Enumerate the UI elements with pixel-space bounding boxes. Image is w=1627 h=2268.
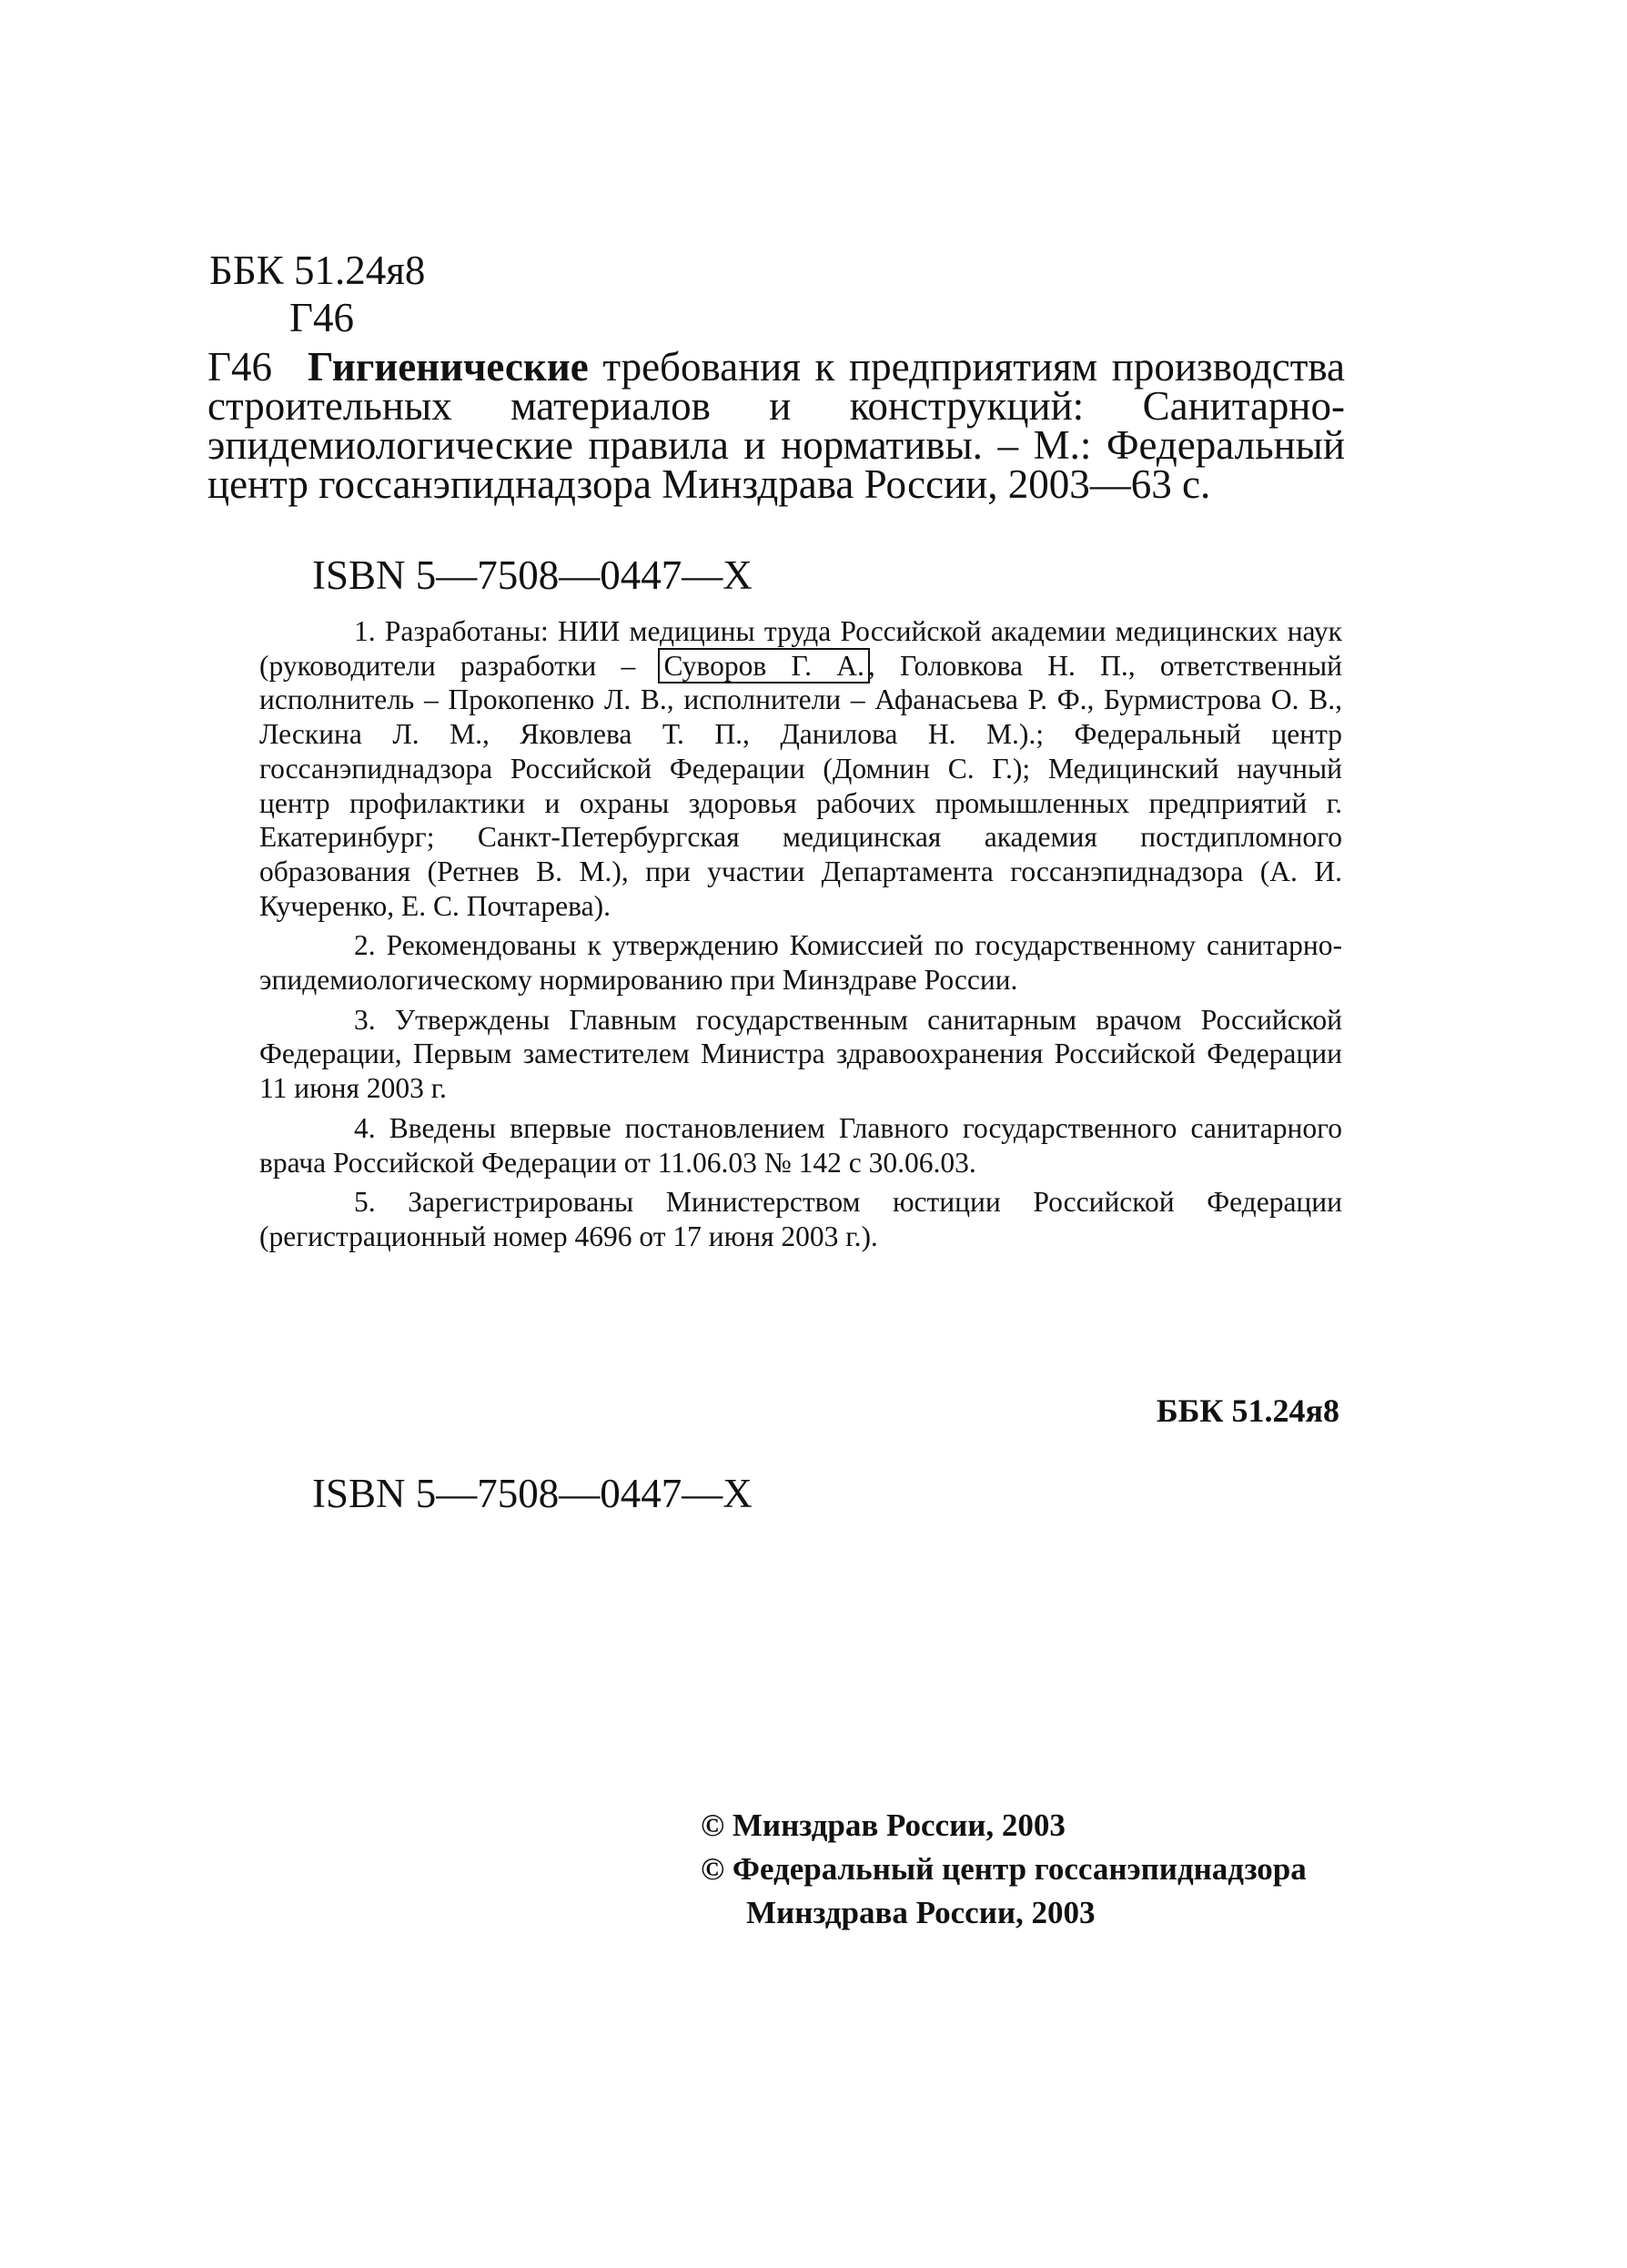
note-item-4: 4. Введены впервые постановлением Главного государственного санитарного врача Российской Федерации от 11.06.03 № 142 с 30.06.03. — [259, 1111, 1342, 1179]
publication-notes — [259, 614, 1342, 1260]
isbn-bottom: ISBN 5—7508—0447—X — [312, 1471, 753, 1516]
catalog-body — [207, 344, 1345, 507]
note-item-3: 3. Утверждены Главным государственным санитарным врачом Российской Федерации, Первым заместителем Министра здравоохранения Российской Федерации 11 июня 2003 г. — [259, 1003, 1342, 1105]
copyright-line-2: © Федеральный центр госсанэпиднадзора — [701, 1851, 1307, 1887]
copyright-block — [701, 1804, 1307, 1935]
bbk-classification: ББК 51.24я8 — [209, 248, 426, 293]
author-mark: Г46 — [289, 295, 355, 340]
note-item-5: 5. Зарегистрированы Министерством юстиции Российской Федерации (регистрационный номер 4696 от 17 июня 2003 г.). — [259, 1186, 1342, 1252]
note-1-boxed-name: Суворов Г. А. — [660, 650, 867, 682]
copyright-line-3: Минздрава России, 2003 — [746, 1895, 1096, 1930]
note-item-1 — [259, 614, 1342, 923]
note-item-2: 2. Рекомендованы к утверждению Комиссией по государственному санитарно-эпидемиологическому нормированию при Минздраве России. — [259, 929, 1342, 997]
isbn-top: ISBN 5—7508—0447—X — [312, 552, 753, 598]
catalog-mark: Г46 — [207, 344, 273, 390]
catalog-entry — [207, 344, 1345, 507]
catalog-text: требования к предприятиям производства строительных материалов и конструкций: Санитарно-эпидемиологические правила и нормативы. – М.: Федеральный центр госсанэпиднадзора Минздрава России, 2003—63 с. — [207, 344, 1345, 507]
catalog-lead-word: Гигиенические — [308, 344, 589, 390]
note-1-after: , Головкова Н. П., ответственный исполнитель – Прокопенко Л. В., исполнители – Афанасьева Р. Ф., Бурмистрова О. В., Лескина Л. М., Яковлева Т. П., Данилова Н. М.).; Федеральный центр госсанэпиднадзора Российской Федерации (Домнин С. Г.); Медицинский научный центр профилактики и охраны здоровья рабочих промышленных предприятий г. Екатеринбург; Санкт-Петербургская медицинская академия постдипломного образования (Ретнев В. М.), при участии Департамента госсанэпиднадзора (А. И. Кучеренко, Е. С. Почтарева). — [259, 649, 1342, 922]
bbk-right: ББК 51.24я8 — [1156, 1392, 1339, 1429]
note-1-before: 1. Разработаны: НИИ медицины труда Российской академии медицинских наук (руководители разработки – — [259, 615, 1342, 682]
copyright-line-1: © Минздрав России, 2003 — [701, 1807, 1066, 1843]
